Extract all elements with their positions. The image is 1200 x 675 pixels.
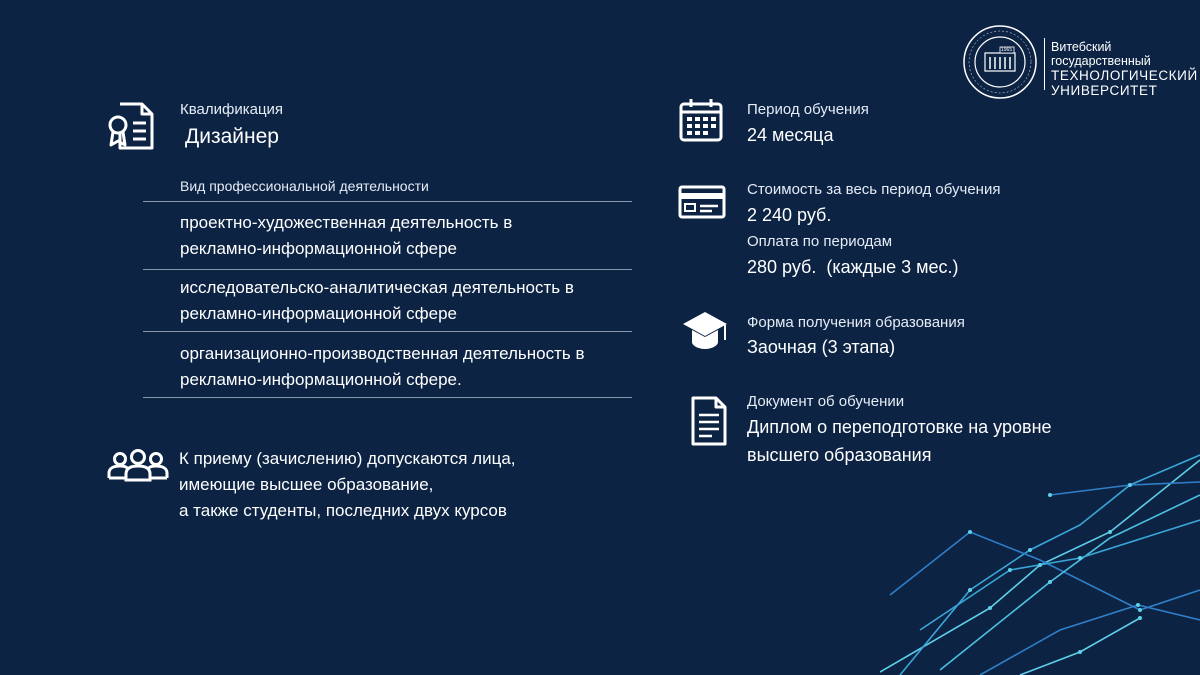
activity-item-line: проектно-художественная деятельность в [180, 213, 513, 232]
decorative-network-lines [880, 440, 1200, 675]
graduation-cap-icon [681, 310, 729, 352]
divider [143, 397, 632, 398]
document-line: Диплом о переподготовке на уровне [747, 417, 1052, 437]
form-value: Заочная (3 этапа) [747, 337, 896, 357]
activity-item-line: рекламно-информационной сфере [180, 239, 458, 258]
activity-item [180, 341, 584, 393]
document-line: высшего образования [747, 445, 932, 465]
activity-item-line: рекламно-информационной сфере. [180, 370, 462, 389]
university-seal-icon [962, 24, 1038, 100]
document-icon [690, 395, 728, 447]
activity-item [180, 210, 512, 262]
activity-item [180, 275, 574, 327]
period-value: 24 месяца [747, 125, 834, 145]
qualification-value: Дизайнер [185, 125, 279, 148]
logo-line-3: УНИВЕРСИТЕТ [1051, 83, 1158, 98]
activity-item-line: рекламно-информационной сфере [180, 304, 458, 323]
university-logo [962, 24, 1198, 100]
admission-line: имеющие высшее образование, [179, 475, 434, 494]
certificate-icon [106, 101, 156, 151]
card-icon [678, 185, 726, 219]
group-icon [107, 447, 169, 483]
period-label: Период обучения [747, 101, 869, 118]
admission-line: К приему (зачислению) допускаются лица, [179, 449, 516, 468]
activity-item-line: исследовательско-аналитическая деятельность в [180, 278, 574, 297]
seal-year: 1965 [1001, 47, 1013, 53]
divider [143, 269, 632, 270]
logo-line-2: ТЕХНОЛОГИЧЕСКИЙ [1051, 68, 1198, 83]
calendar-icon [678, 97, 724, 143]
logo-text [1051, 40, 1198, 98]
activity-label: Вид профессиональной деятельности [180, 178, 429, 194]
installment-label: Оплата по периодам [747, 233, 893, 250]
divider [143, 331, 632, 332]
document-label: Документ об обучении [747, 393, 905, 410]
logo-divider [1044, 38, 1045, 90]
cost-label: Стоимость за весь период обучения [747, 181, 1001, 198]
installment-value: 280 руб. (каждые 3 мес.) [747, 257, 959, 277]
logo-line-1: Витебский государственный [1051, 40, 1151, 68]
document-value [747, 413, 1052, 469]
form-label: Форма получения образования [747, 314, 965, 331]
activity-item-line: организационно-производственная деятельность в [180, 344, 585, 363]
admission-text [179, 446, 516, 524]
cost-value: 2 240 руб. [747, 205, 832, 225]
admission-line: а также студенты, последних двух курсов [179, 501, 507, 520]
divider [143, 201, 632, 202]
qualification-label: Квалификация [180, 101, 284, 118]
